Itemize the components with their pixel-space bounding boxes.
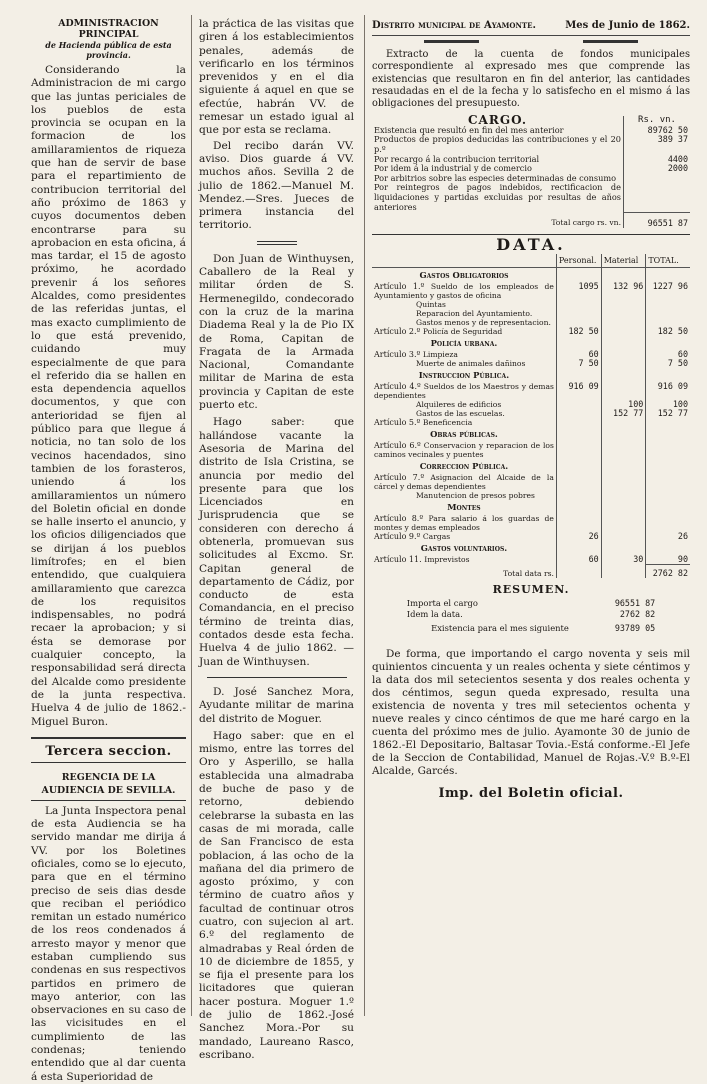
data-group-row	[372, 541, 690, 555]
page-header	[372, 20, 690, 36]
data-row-label	[372, 300, 556, 309]
section-title: Tercera seccion.	[31, 737, 186, 763]
data-row-personal	[556, 309, 601, 318]
data-row-total: 182 50	[646, 327, 690, 336]
data-row-label	[372, 441, 556, 459]
data-row-material	[601, 327, 646, 336]
cell	[601, 368, 646, 382]
data-row-label	[372, 382, 556, 400]
cargo-row	[372, 135, 690, 154]
data-row	[372, 514, 690, 532]
data-row	[372, 318, 690, 327]
data-row-label	[372, 318, 556, 327]
imprint: Imp. del Boletin oficial.	[438, 786, 624, 802]
data-row-material	[601, 491, 646, 500]
data-row-material	[601, 309, 646, 318]
cargo-row-label: Productos de propios deducidas las contribuciones y el 20 p.º	[374, 134, 621, 154]
cargo-title: CARGO.	[467, 113, 527, 128]
data-row-personal: 7 50	[556, 359, 601, 368]
data-row-personal	[556, 473, 601, 491]
cargo-row	[372, 183, 690, 212]
cell	[601, 427, 646, 441]
cargo-row-value: 2000	[624, 164, 691, 174]
cell	[646, 427, 690, 441]
data-row	[372, 350, 690, 359]
data-row-text: Gastos de las escuelas.	[416, 409, 505, 419]
data-row-personal	[556, 418, 601, 427]
cell	[556, 336, 601, 350]
cell	[646, 459, 690, 473]
data-row-text: Asignacion del Alcaide de la cárcel y demas dependientes	[374, 473, 554, 492]
cargo-row-value: 4400	[624, 155, 691, 165]
resumen-title: RESUMEN.	[492, 583, 570, 597]
data-total: 2762 82	[646, 565, 690, 579]
data-row	[372, 300, 690, 309]
cargo-row-label: Existencia que resultó en fin del mes anterior	[374, 124, 564, 135]
data-group-title: Correccion Pública.	[419, 461, 509, 472]
data-row-label	[372, 555, 556, 565]
extract-intro: Extracto de la cuenta de fondos municipales correspondiente al expresado mes que comprende las existencias que resultaron en fin del anterior, las cantidades resaudadas en el de la fecha y lo satisfecho en el mismo á las obligaciones del presupuesto.	[372, 49, 690, 110]
data-row-personal	[556, 514, 601, 532]
heading-regencia: REGENCIA DE LA AUDIENCIA DE SEVILLA.	[31, 771, 186, 801]
notice-signature: Del recibo darán VV. aviso. Dios guarde á VV. muchos años. Sevilla 2 de julio de 1862.—Manuel M. Mendez.—Sres. Jueces de primera instancia del territorio.	[199, 139, 354, 232]
divider	[207, 677, 347, 678]
data-total-label: Total data rs.	[503, 568, 554, 578]
data-row	[372, 473, 690, 491]
heading-sanchez-mora: D. José Sanchez Mora, Ayudante militar de marina del distrito de Moguer.	[199, 685, 354, 725]
col-personal: Personal.	[556, 254, 601, 268]
data-row-personal	[556, 409, 601, 418]
cargo-row-value	[624, 174, 691, 184]
data-row-personal: 60	[556, 555, 601, 565]
data-row-text: Muerte de animales dañinos	[416, 359, 526, 369]
cell	[646, 268, 690, 283]
cargo-row-label: Por arbitrios sobre las especies determinadas de consumo	[374, 172, 617, 183]
data-group-title: Gastos voluntarios.	[420, 543, 508, 554]
data-row-text: Limpieza	[422, 350, 458, 360]
data-row-total: 1227 96	[646, 282, 690, 300]
resumen-table	[404, 598, 658, 635]
cargo-row-value	[624, 183, 691, 212]
data-row-total	[646, 300, 690, 309]
data-row-total	[646, 309, 690, 318]
data-row-article: Artículo 7.º	[374, 473, 431, 483]
heading-winthuysen: Don Juan de Winthuysen, Caballero de la Real y militar órden de S. Hermenegildo, condecorado con la cruz de la marina Diadema Real y la de Pio IX de Roma, Capitan de Fragata de la Armada Nacional, Comandante militar de Marina de esta provincia y Capitan de este puerto etc.	[199, 252, 354, 412]
cell	[556, 541, 601, 555]
data-row-material	[601, 441, 646, 459]
data-row-total: 916 09	[646, 382, 690, 400]
data-row-total	[646, 514, 690, 532]
cell	[556, 427, 601, 441]
data-group-title: Gastos Obligatorios	[419, 270, 509, 281]
data-row-total	[646, 473, 690, 491]
cell	[646, 368, 690, 382]
data-row-total: 100	[646, 400, 690, 409]
data-row-personal: 916 09	[556, 382, 601, 400]
data-row-text: Gastos menos y de representacion.	[416, 318, 551, 328]
data-row-label	[372, 409, 556, 418]
cell	[556, 500, 601, 514]
data-row-personal: 60	[556, 350, 601, 359]
data-row-personal	[556, 491, 601, 500]
data-row-article: Artículo 2.º	[374, 327, 423, 337]
data-row-total	[646, 441, 690, 459]
data-row-personal	[556, 441, 601, 459]
cell	[601, 500, 646, 514]
data-row-material: 30	[601, 555, 646, 565]
data-row-total	[646, 418, 690, 427]
data-row	[372, 491, 690, 500]
notice-amillaramientos: Considerando la Administracion de mi cargo que las juntas periciales de los pueblos de esta provincia se ocupan en la formacion de los amillaramientos de riqueza que han de servir de base para el repartimiento de contribucion territorial del año próximo de 1863 y cuyos documentos deben encontrarse para su aprobacion en esta oficina, á mas tardar, el 15 de agosto próximo, he acordado prevenir á los señores Alcaldes, como presidentes de las referidas juntas, el mas exacto cumplimiento de lo que está prevenido, cuidando muy especialmente de que para el referido dia se hallen en esta dependencia aquellos documentos, y que con anterioridad se fijen al público para que llegue á noticia, no tan solo de los vecinos hacendados, sino tambien de los forasteros, uniendo á los amillaramientos un número del Boletin oficial en donde se halle inserto el anuncio, y los oficios diligenciados que se dirijan á los pueblos limítrofes; en el bien entendido, que cualquiera amillaramiento que carezca de los requisitos indispensables, no podrá recaer la aprobacion; y si ésta se demorase por cualquier concepto, la responsabilidad será directa del Alcalde como presidente de la junta respectiva. Huelva 4 de julio de 1862.-Miguel Buron.	[31, 64, 186, 728]
cargo-table	[372, 113, 690, 228]
district-title: Distrito municipal de Ayamonte.	[372, 20, 536, 31]
subheading-hacienda: de Hacienda pública de esta provincia.	[45, 40, 172, 60]
data-row	[372, 409, 690, 418]
data-row-label	[372, 359, 556, 368]
data-row-material	[601, 532, 646, 541]
data-row-material	[601, 382, 646, 400]
closing-paragraph: De forma, que importando el cargo noventa y seis mil quinientos cincuenta y un reales ochenta y siete céntimos y la data dos mil setecientos sesenta y dos reales ochenta y dos céntimos, segun queda expresado, resulta una existencia de noventa y tres mil setecientos ochenta y nueve reales y cinco céntimos de que me haré cargo en la cuenta del próximo mes de julio. Ayamonte 30 de junio de 1862.-El Depositario, Baltasar Tovia.-Está conforme.-El Jefe de la Seccion de Contabilidad, Manuel de Rojas.-V.º B.º-El Alcalde, Garcés.	[372, 648, 690, 778]
data-group-row	[372, 336, 690, 350]
data-row-text: Alquileres de edificios	[416, 400, 502, 410]
data-row-article: Artículo 11.	[374, 555, 425, 565]
data-row-text: Quintas	[416, 300, 446, 310]
column-3	[372, 20, 690, 802]
data-row-total: 26	[646, 532, 690, 541]
cell	[601, 268, 646, 283]
data-row	[372, 359, 690, 368]
data-row-personal: 1095	[556, 282, 601, 300]
cargo-row-value: 89762 50	[624, 126, 691, 136]
data-row-article: Artículo 3.º	[374, 350, 423, 360]
column-divider	[191, 15, 192, 1016]
data-group-row	[372, 459, 690, 473]
data-row-article: Artículo 4.º	[374, 382, 424, 392]
cell	[646, 500, 690, 514]
data-row-label	[372, 532, 556, 541]
col-material: Material	[601, 254, 646, 268]
notice-junta-inspectora: La Junta Inspectora penal de esta Audiencia se ha servido mandar me dirija á VV. por los Boletines oficiales, como se lo ejecuto, para que en el término preciso de seis dias desde que reciban el periódico remitan un estado numérico de los reos condenados á arresto mayor y menor que estaban cumpliendo sus condenas en sus respectivos partidos en primero de mayo anterior, con las observaciones en su caso de las vicisitudes en el cumplimiento de las condenas; teniendo entendido que al dar cuenta á esta Superioridad de	[31, 804, 186, 1083]
data-row	[372, 382, 690, 400]
data-row-personal	[556, 400, 601, 409]
divider	[257, 241, 297, 245]
data-row-label	[372, 350, 556, 359]
cell	[556, 268, 601, 283]
column-1	[31, 18, 186, 1084]
resumen-value: 96551 87	[614, 597, 656, 608]
col-total: TOTAL.	[646, 254, 690, 268]
data-row-material	[601, 359, 646, 368]
data-row-material	[601, 473, 646, 491]
data-row-text: Sueldos de los Maestros y demas dependientes	[374, 382, 554, 401]
data-row-label	[372, 491, 556, 500]
month-title: Mes de Junio de 1862.	[565, 20, 690, 31]
column-divider	[364, 15, 365, 1016]
data-row-article: Artículo 9.º	[374, 532, 423, 542]
data-row-text: Imprevistos	[424, 555, 470, 565]
data-row-personal: 26	[556, 532, 601, 541]
data-row-material	[601, 318, 646, 327]
resumen-label: Idem la data.	[406, 608, 463, 619]
data-row-total	[646, 491, 690, 500]
cargo-row-value: 389 37	[624, 135, 691, 154]
data-row	[372, 327, 690, 336]
resumen-row	[404, 609, 658, 620]
data-row-label	[372, 514, 556, 532]
resumen-value: 2762 82	[619, 608, 656, 619]
data-row-total: 152 77	[646, 409, 690, 418]
data-row	[372, 282, 690, 300]
data-row-text: Sueldo de los empleados de Ayuntamiento y gastos de oficina	[374, 282, 554, 301]
header-rules	[372, 40, 690, 43]
data-row-label	[372, 473, 556, 491]
data-row-text: Policía de Seguridad	[422, 327, 503, 337]
cell	[601, 459, 646, 473]
cell	[556, 459, 601, 473]
data-row	[372, 555, 690, 565]
data-row-label	[372, 418, 556, 427]
data-row-label	[372, 309, 556, 318]
data-row-total: 90	[646, 555, 690, 565]
data-group-title: Montes	[447, 502, 481, 513]
data-row-total: 60	[646, 350, 690, 359]
cell	[646, 541, 690, 555]
cell	[601, 336, 646, 350]
data-group-row	[372, 268, 690, 283]
data-row-text: Conservacion y reparacion de los caminos vecinales y puentes	[374, 441, 554, 460]
data-table	[372, 254, 690, 578]
data-row-text: Manutencion de presos pobres	[416, 491, 535, 501]
data-row-material: 152 77	[601, 409, 646, 418]
data-row-article: Artículo 6.º	[374, 441, 424, 451]
notice-almadraba: Hago saber: que en el mismo, entre las torres del Oro y Asperillo, se halla establecida una almadraba de buche de paso y de retorno, debiendo celebrarse la subasta en las casas de mi morada, calle de San Francisco de esta poblacion, á las ocho de la mañana del dia primero de agosto próximo, y con término de cuatro años y facultad de continuar otros cuatro, con sujecion al art. 6.º del reglamento de almadrabas y Real órden de 10 de diciembre de 1855, y se fija el presente para los licitadores que quieran hacer postura. Moguer 1.º de julio de 1862.-José Sanchez Mora.-Por su mandado, Laureano Rasco, escribano.	[199, 729, 354, 1061]
cell	[556, 368, 601, 382]
existencia-value: 93789 05	[614, 623, 656, 634]
data-group-row	[372, 500, 690, 514]
data-row-material	[601, 350, 646, 359]
existencia-label: Existencia para el mes siguiente	[431, 623, 569, 634]
data-row-article: Artículo 1.º	[374, 282, 431, 292]
data-row	[372, 418, 690, 427]
cargo-row-label: Por reintegros de pagos indebidos, rectificacion de liquidaciones y partidas excluidas por resultas de años anteriores	[374, 182, 621, 212]
data-row-material: 132 96	[601, 282, 646, 300]
data-row-article: Artículo 5.º	[374, 418, 423, 428]
data-row	[372, 532, 690, 541]
cargo-total-label: Total cargo rs. vn.	[551, 218, 621, 228]
data-row-personal: 182 50	[556, 327, 601, 336]
data-row	[372, 309, 690, 318]
data-row-material	[601, 300, 646, 309]
data-row-label	[372, 400, 556, 409]
data-row-material	[601, 418, 646, 427]
data-row-text: Cargas	[422, 532, 451, 542]
data-row-text: Beneficencia	[422, 418, 473, 428]
notice-continuation: la práctica de las visitas que giren á los establecimientos penales, además de verificarlo en los términos prevenidos y en el dia siguiente á aquel en que se efectúe, habrán VV. de remesar un estado igual al que por esta se reclama.	[199, 18, 354, 137]
data-title: DATA.	[372, 234, 690, 250]
currency-label: Rs. vn.	[624, 116, 691, 126]
resumen-label: Importa el cargo	[406, 597, 478, 608]
data-group-row	[372, 368, 690, 382]
cell	[601, 541, 646, 555]
data-row-label	[372, 327, 556, 336]
data-row-personal	[556, 300, 601, 309]
data-row-text: Para salario á los guardas de montes y demas empleados	[374, 514, 554, 533]
data-row-material: 100	[601, 400, 646, 409]
data-group-title: Policía urbana.	[430, 338, 498, 349]
data-row-label	[372, 282, 556, 300]
notice-asesoria: Hago saber: que hallándose vacante la Asesoria de Marina del distrito de Isla Cristina, se anuncia por medio del presente para que los Licenciados en Jurisprudencia que se consideren con derecho á obtenerla, promuevan sus solicitudes al Excmo. Sr. Capitan general de departamento de Cádiz, por conducto de esta Comandancia, en el preciso término de treinta dias, contados desde esta fecha. Huelva 4 de julio 1862. —Juan de Winthuysen.	[199, 416, 354, 668]
heading-administracion: ADMINISTRACION PRINCIPAL	[58, 18, 159, 40]
data-group-title: Obras públicas.	[430, 429, 498, 440]
data-group-row	[372, 427, 690, 441]
data-row-article: Artículo 8.º	[374, 514, 429, 524]
column-2	[199, 18, 354, 1062]
cargo-row-label: Por idem á la industrial y de comercio	[374, 163, 532, 174]
data-group-title: Instruccion Pública.	[418, 370, 510, 381]
data-row-material	[601, 514, 646, 532]
cell	[646, 336, 690, 350]
cargo-total: 96551 87	[624, 212, 691, 228]
data-row-text: Reparacion del Ayuntamiento.	[416, 309, 533, 319]
cargo-row-label: Por recargo á la contribucion territorial	[374, 153, 540, 164]
data-row	[372, 441, 690, 459]
resumen-row	[404, 598, 658, 609]
data-row-total: 7 50	[646, 359, 690, 368]
